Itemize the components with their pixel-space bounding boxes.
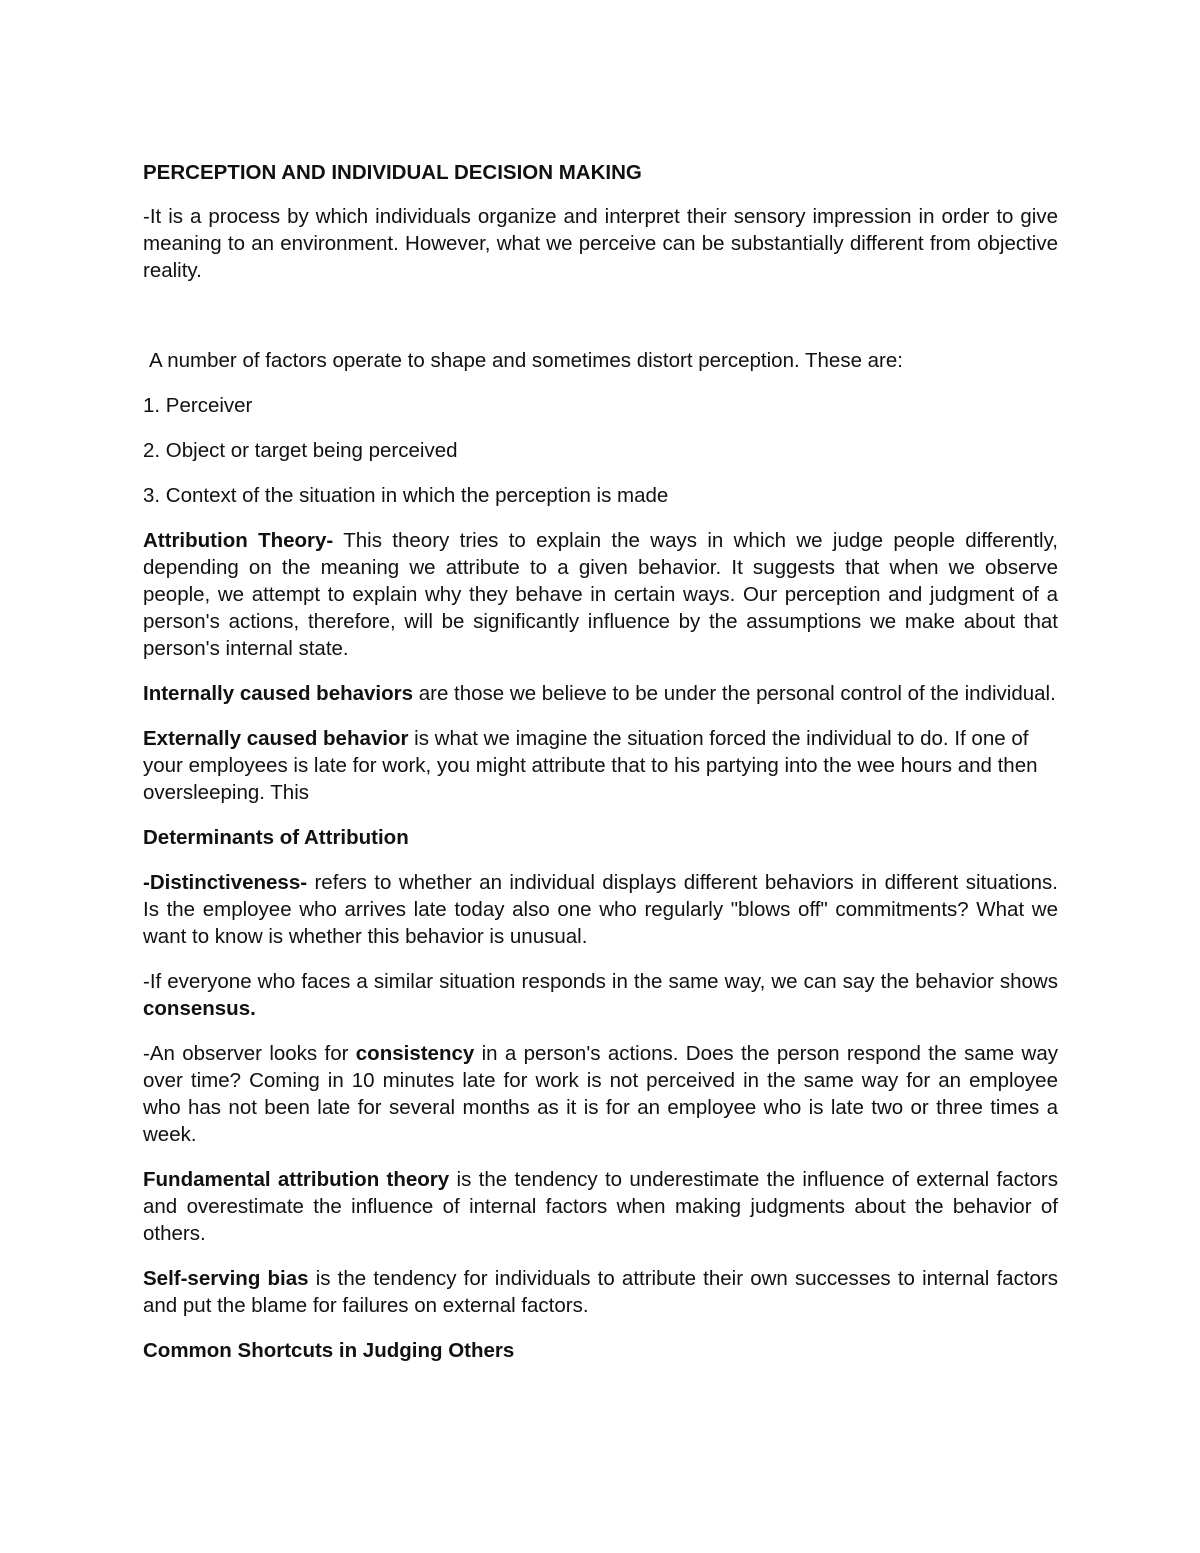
attribution-theory-term: Attribution Theory- — [143, 529, 334, 552]
fundamental-attribution-paragraph — [143, 1166, 1058, 1247]
consensus-term: consensus. — [143, 997, 256, 1020]
self-serving-bias-paragraph — [143, 1265, 1058, 1319]
consensus-text: -If everyone who faces a similar situation responds in the same way, we can say the behavior shows — [143, 970, 1058, 993]
external-behavior-paragraph — [143, 725, 1058, 806]
internal-behavior-text: are those we believe to be under the personal control of the individual. — [413, 682, 1056, 705]
self-serving-bias-term: Self-serving bias — [143, 1267, 309, 1290]
document-page — [143, 158, 1058, 1364]
external-behavior-term: Externally caused behavior — [143, 727, 409, 750]
consistency-term: consistency — [355, 1042, 475, 1065]
factor-item-1: 1. Perceiver — [143, 394, 253, 417]
determinants-heading: Determinants of Attribution — [143, 826, 409, 849]
factor-item-2: 2. Object or target being perceived — [143, 439, 458, 462]
fundamental-attribution-term: Fundamental attribution theory — [143, 1168, 450, 1191]
distinctiveness-text: refers to whether an individual displays different behaviors in different situations. Is the employee who arrives late today also one who regularly "blows off" commitments? What we want to know is whether this behavior is unusual. — [143, 871, 1058, 948]
internal-behavior-term: Internally caused behaviors — [143, 682, 414, 705]
consensus-paragraph — [143, 968, 1058, 1022]
distinctiveness-term: -Distinctiveness- — [143, 871, 308, 894]
attribution-theory-paragraph — [143, 527, 1058, 662]
distinctiveness-paragraph — [143, 869, 1058, 950]
consistency-text: in a person's actions. Does the person respond the same way over time? Coming in 10 minutes late for work is not perceived in the same way for an employee who has not been late for several months as it is for an employee who is late two or three times a week. — [143, 1042, 1058, 1146]
attribution-theory-text: This theory tries to explain the ways in which we judge people differently, depending on the meaning we attribute to a given behavior. It suggests that when we observe people, we attempt to explain why they behave in certain ways. Our perception and judgment of a person's actions, therefore, will be significantly influence by the assumptions we make about that person's internal state. — [143, 529, 1058, 660]
shortcuts-heading: Common Shortcuts in Judging Others — [143, 1339, 515, 1362]
factor-item-3: 3. Context of the situation in which the perception is made — [143, 484, 669, 507]
document-title: PERCEPTION AND INDIVIDUAL DECISION MAKING — [143, 161, 642, 184]
factors-intro: A number of factors operate to shape and sometimes distort perception. These are: — [149, 349, 903, 372]
consistency-lead: -An observer looks for — [143, 1042, 356, 1065]
consistency-paragraph — [143, 1040, 1058, 1148]
internal-behavior-paragraph — [143, 680, 1058, 707]
intro-paragraph: -It is a process by which individuals organize and interpret their sensory impression in order to give meaning to an environment. However, what we perceive can be substantially different from objective reality. — [143, 205, 1058, 282]
fundamental-attribution-text: is the tendency to underestimate the influence of external factors and overestimate the influence of internal factors when making judgments about the behavior of others. — [143, 1168, 1058, 1245]
self-serving-bias-text: is the tendency for individuals to attribute their own successes to internal factors and put the blame for failures on external factors. — [143, 1267, 1058, 1317]
external-behavior-text: is what we imagine the situation forced the individual to do. If one of your employees is late for work, you might attribute that to his partying into the wee hours and then oversleeping. This — [143, 727, 1038, 804]
